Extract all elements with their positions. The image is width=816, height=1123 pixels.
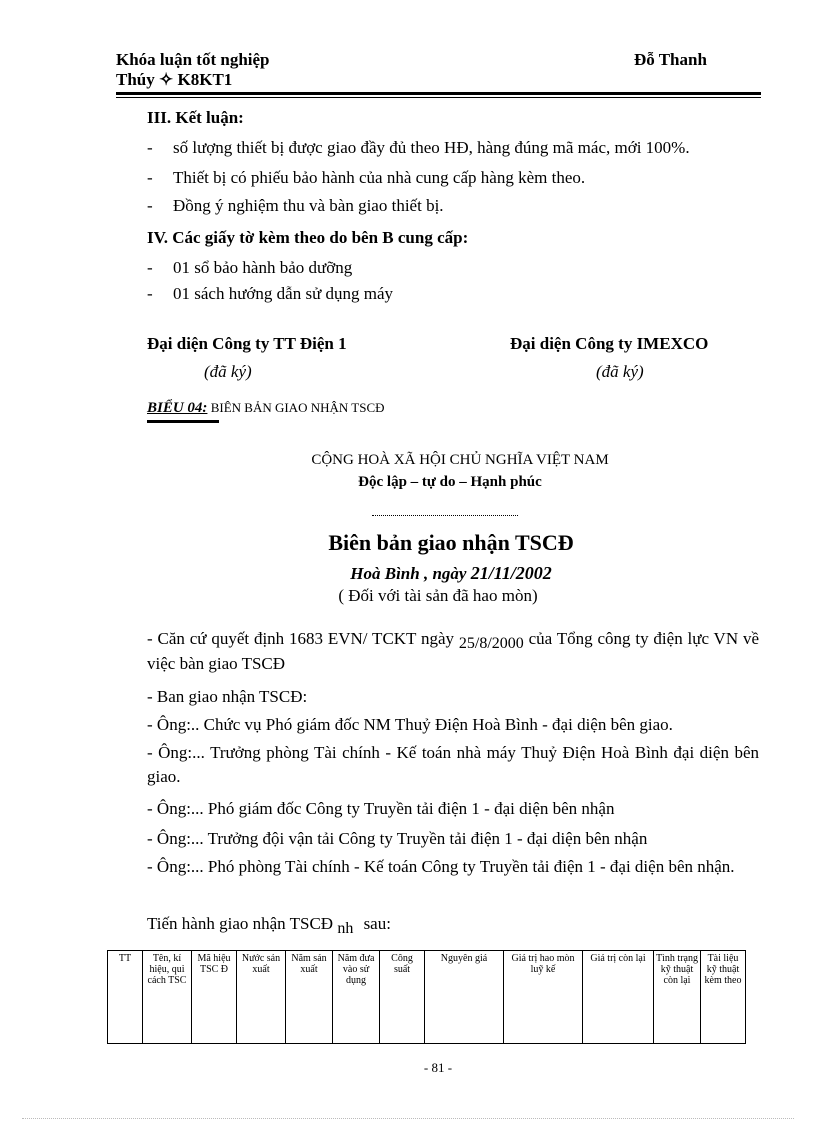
form-label-underline [147,420,219,423]
paragraph-member-3: - Ông:... Phó giám đốc Công ty Truyền tải điện 1 - đại diện bên nhận [147,799,615,818]
motto-divider [372,515,518,516]
national-name: CỘNG HOÀ XÃ HỘI CHỦ NGHĨA VIỆT NAM [311,452,609,468]
col-cost: Nguyên giá [425,951,504,1044]
header-left-line2: Thúy ✧ K8KT1 [116,70,233,89]
paragraph-member-2: - Ông:... Trưởng phòng Tài chính - Kế toán nhà máy Thuỷ Điện Hoà Bình đại diện bên giao. [147,743,759,786]
national-motto: Độc lập – tự do – Hạnh phúc [358,474,542,490]
table-header-row [108,951,746,1044]
signature-right-note: (đã ký) [596,362,644,381]
header-left-line1: Khóa luận tốt nghiệp [116,50,270,69]
signature-right-title: Đại diện Công ty IMEXCO [510,334,709,353]
page-bottom-border [22,1118,794,1119]
signature-left-note: (đã ký) [204,362,252,381]
page-number: - 81 - [423,1060,453,1075]
section4-heading: IV. Các giấy tờ kèm theo do bên B cung cấp: [147,228,469,247]
document-subnote: ( Đối với tài sản đã hao mòn) [338,586,538,605]
form-label-text: BIÊN BẢN GIAO NHẬN TSCĐ [210,400,385,415]
document-date: 21/11/2002 [470,563,552,583]
section3-item-3: - Đồng ý nghiệm thu và bàn giao thiết bị. [147,196,444,215]
section3-item-2: - Thiết bị có phiếu bảo hành của nhà cung cấp hàng kèm theo. [147,168,586,187]
section3-heading: III. Kết luận: [147,108,244,127]
paragraph-basis: - Căn cứ quyết định 1683 EVN/ TCKT ngày 25/8/2000 của Tổng công ty điện lực VN về việc bàn giao TSCĐ [147,629,759,673]
section3-item-1: - số lượng thiết bị được giao đầy đủ theo HĐ, hàng đúng mã mác, mới 100%. [147,138,690,157]
paragraph-member-1: - Ông:.. Chức vụ Phó giám đốc NM Thuỷ Điện Hoà Bình - đại diện bên giao. [147,715,673,734]
asset-table [107,950,746,1044]
running-header-right: Đỗ Thanh [634,50,707,69]
col-code: Mã hiệu TSC Đ [192,951,237,1044]
col-documents: Tài liệu kỹ thuật kèm theo [701,951,746,1044]
col-name: Tên, kí hiệu, qui cách TSC [143,951,192,1044]
header-rule-thin [116,97,761,98]
place-date [0,563,816,584]
header-rule-thick [116,92,761,95]
col-tt: TT [108,951,143,1044]
col-year-used: Năm đưa vào sử dụng [333,951,380,1044]
running-header-left [116,50,270,90]
paragraph-committee: - Ban giao nhận TSCĐ: [147,687,308,706]
col-depreciation: Giá trị hao mòn luỹ kế [504,951,583,1044]
place: Hoà Bình , ngày [350,564,467,583]
form-label [147,400,385,417]
col-country: Nước sản xuất [237,951,286,1044]
paragraph-member-5: - Ông:... Phó phòng Tài chính - Kế toán Công ty Truyền tải điện 1 - đại diện bên nhận. [147,857,735,876]
document-title: Biên bản giao nhận TSCĐ [328,530,574,555]
col-condition: Tình trạng kỹ thuật còn lại [654,951,701,1044]
section4-item-1: - 01 sổ bảo hành bảo dưỡng [147,258,353,277]
basis-date: 25/8/2000 [458,635,524,652]
col-year-made: Năm sản xuất [286,951,333,1044]
form-code: BIỂU 04: [147,400,208,416]
paragraph-member-4: - Ông:... Trưởng đội vận tải Công ty Truyền tải điện 1 - đại diện bên nhận [147,829,648,848]
signature-left-title: Đại diện Công ty TT Điện 1 [147,334,347,353]
col-capacity: Công suất [380,951,425,1044]
section4-item-2: - 01 sách hướng dẫn sử dụng máy [147,284,394,303]
paragraph-proceed: Tiến hành giao nhận TSCĐ nh sau: [147,914,391,937]
col-remaining-value: Giá trị còn lại [583,951,654,1044]
